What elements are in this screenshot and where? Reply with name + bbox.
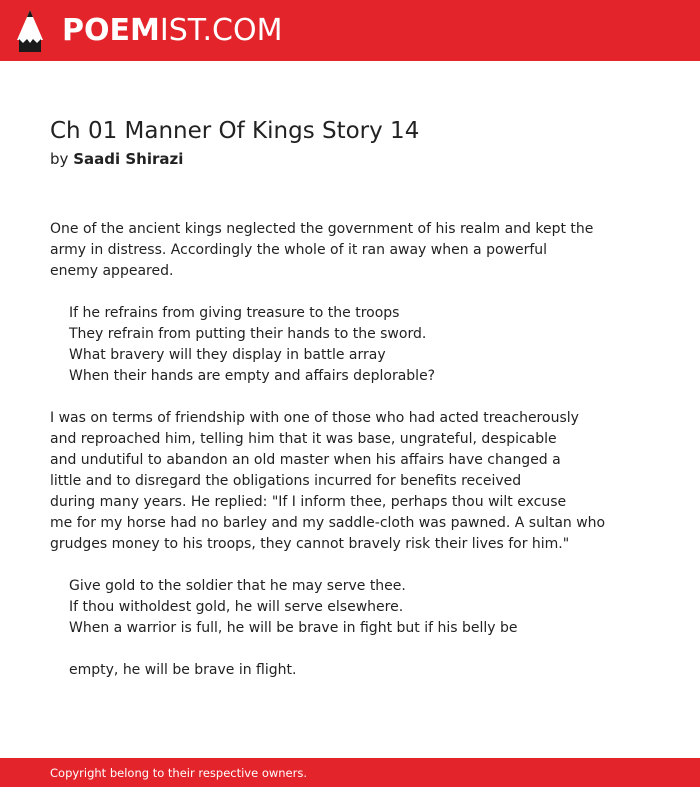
site-brand-link[interactable]	[62, 11, 282, 51]
poem-verse-line: If thou witholdest gold, he will serve elsewhere.	[69, 599, 404, 615]
poem-verse-line: When their hands are empty and affairs deplorable?	[69, 368, 436, 384]
stanza-gap	[50, 639, 670, 660]
poem-verse-line: When a warrior is full, he will be brave in fight but if his belly be	[69, 620, 518, 636]
author-name: Saadi Shirazi	[73, 150, 184, 168]
poem-line: and undutiful to abandon an old master when his affairs have changed a	[50, 452, 561, 468]
poem-line: me for my horse had no barley and my saddle-cloth was pawned. A sultan who	[50, 515, 606, 531]
byline	[50, 149, 183, 169]
poem-verse-line: empty, he will be brave in flight.	[69, 662, 297, 678]
stanza-gap	[50, 555, 670, 576]
copyright-notice: Copyright belong to their respective owners.	[50, 766, 308, 780]
poem-verse-line: What bravery will they display in battle array	[69, 347, 386, 363]
poem-line: little and to disregard the obligations incurred for benefits received	[50, 473, 522, 489]
poem-line: army in distress. Accordingly the whole of it ran away when a powerful	[50, 242, 548, 258]
poem-line: One of the ancient kings neglected the government of his realm and kept the	[50, 221, 594, 237]
poem-verse-line: If he refrains from giving treasure to the troops	[69, 305, 400, 321]
poem-line: I was on terms of friendship with one of those who had acted treacherously	[50, 410, 579, 426]
poem-verse-line: Give gold to the soldier that he may serve thee.	[69, 578, 406, 594]
stanza-gap	[50, 387, 670, 408]
poem-line: and reproached him, telling him that it was base, ungrateful, despicable	[50, 431, 557, 447]
pencil-tip-icon[interactable]	[17, 10, 43, 52]
poem-line: during many years. He replied: "If I inform thee, perhaps thou wilt excuse	[50, 494, 567, 510]
poem-line: grudges money to his troops, they cannot bravely risk their lives for him."	[50, 536, 570, 552]
brand-light-text: IST.COM	[159, 13, 283, 48]
by-label: by	[50, 150, 69, 168]
poem-verse-line: They refrain from putting their hands to the sword.	[69, 326, 427, 342]
site-footer	[0, 758, 700, 787]
stanza-gap	[50, 282, 670, 303]
site-header	[0, 0, 700, 61]
page-title: Ch 01 Manner Of Kings Story 14	[50, 118, 420, 144]
brand-bold-text: POEM	[62, 13, 160, 48]
poem-line: enemy appeared.	[50, 263, 174, 279]
poem-body	[50, 219, 670, 681]
